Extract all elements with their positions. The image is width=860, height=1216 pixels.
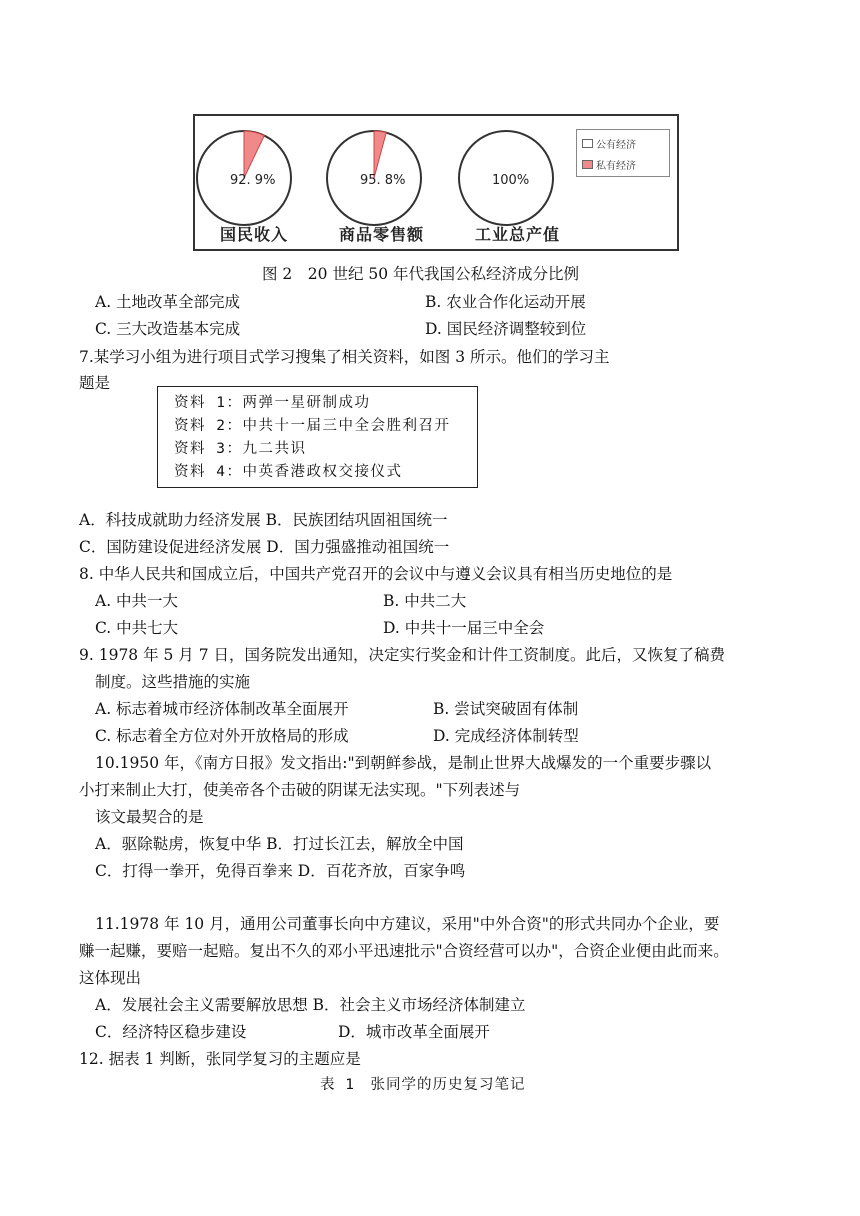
q7-source-4: 资料 4：中英香港政权交接仪式: [174, 464, 403, 480]
q11-options-line1: A．发展社会主义需要解放思想 B．社会主义市场经济体制建立: [95, 996, 526, 1014]
q8-option-c: C. 中共七大: [95, 619, 179, 637]
q11-stem-line1: 11.1978 年 10 月，通用公司董事长向中方建议，采用"中外合资"的形式共同办个企业，要: [95, 915, 720, 933]
q8-option-a: A. 中共一大: [95, 592, 179, 610]
legend-label-private: 私有经济: [596, 161, 636, 172]
q7-source-2: 资料 2：中共十一届三中全会胜利召开: [174, 418, 451, 434]
q11-option-c: C．经济特区稳步建设: [95, 1023, 247, 1041]
table-1-caption: 表 1 张同学的历史复习笔记: [320, 1077, 526, 1093]
pie-name-national-income: 国民收入: [220, 225, 289, 244]
q9-option-c: C. 标志着全方位对外开放格局的形成: [95, 727, 349, 745]
legend-swatch-public: [582, 139, 593, 148]
legend-swatch-private: [582, 160, 593, 169]
q9-option-a: A. 标志着城市经济体制改革全面展开: [95, 700, 349, 718]
legend-label-public: 公有经济: [596, 140, 636, 151]
q6-option-a: A. 土地改革全部完成: [95, 293, 241, 311]
q10-stem-line1: 10.1950 年，《南方日报》发文指出:"到朝鲜参战，是制止世界大战爆发的一个重要步骤以: [95, 754, 712, 772]
figure-2-pie-charts: [193, 114, 679, 251]
q7-options-line1: A．科技成就助力经济发展 B．民族团结巩固祖国统一: [79, 511, 448, 529]
legend-item-public: [582, 136, 636, 151]
q7-options-line2: C．国防建设促进经济发展 D．国力强盛推动祖国统一: [79, 538, 450, 556]
chart-legend: [576, 129, 670, 177]
q10-stem-line2: 小打来制止大打，使美帝各个击破的阴谋无法实现。"下列表述与: [79, 781, 521, 799]
q11-stem-line2: 赚一起赚，要赔一起赔。复出不久的邓小平迅速批示"合资经营可以办"，合资企业便由此而来。: [79, 942, 729, 960]
q7-source-3: 资料 3：九二共识: [174, 441, 307, 457]
q7-stem-line2: 题是: [79, 374, 111, 392]
q8-stem: 8. 中华人民共和国成立后，中国共产党召开的会议中与遵义会议具有相当历史地位的是: [79, 565, 673, 583]
q10-options-line1: A．驱除鞑虏，恢复中华 B．打过长江去，解放全中国: [95, 835, 464, 853]
q9-option-b: B. 尝试突破固有体制: [433, 700, 579, 718]
q11-option-d: D．城市改革全面展开: [338, 1023, 490, 1041]
pie-label-retail-sales: 95. 8%: [360, 173, 406, 188]
q7-stem-line1: 7.某学习小组为进行项目式学习搜集了相关资料，如图 3 所示。他们的学习主: [79, 348, 610, 366]
pie-label-national-income: 92. 9%: [230, 173, 276, 188]
pie-label-industrial-output: 100%: [492, 173, 530, 188]
q9-stem-line1: 9. 1978 年 5 月 7 日，国务院发出通知，决定实行奖金和计件工资制度。此后，又恢复了稿费: [79, 646, 726, 664]
q7-sources-box: [157, 386, 478, 488]
q11-stem-line3: 这体现出: [79, 969, 142, 987]
q9-stem-line2: 制度。这些措施的实施: [95, 673, 251, 691]
figure-2-caption: 图 2 20 世纪 50 年代我国公私经济成分比例: [262, 265, 580, 283]
q6-option-c: C. 三大改造基本完成: [95, 320, 241, 338]
q8-option-d: D. 中共十一届三中全会: [383, 619, 545, 637]
q6-option-b: B. 农业合作化运动开展: [425, 293, 586, 311]
pie-name-retail-sales: 商品零售额: [339, 225, 425, 244]
q7-source-1: 资料 1：两弹一星研制成功: [174, 395, 371, 411]
q12-stem: 12. 据表 1 判断，张同学复习的主题应是: [79, 1050, 361, 1068]
q8-option-b: B. 中共二大: [383, 592, 467, 610]
legend-item-private: [582, 157, 636, 172]
q10-stem-line3: 该文最契合的是: [95, 808, 204, 826]
q10-options-line2: C．打得一拳开，免得百拳来 D．百花齐放，百家争鸣: [95, 862, 466, 880]
q6-option-d: D. 国民经济调整较到位: [425, 320, 587, 338]
pie-name-industrial-output: 工业总产值: [475, 225, 561, 244]
q9-option-d: D. 完成经济体制转型: [433, 727, 579, 745]
